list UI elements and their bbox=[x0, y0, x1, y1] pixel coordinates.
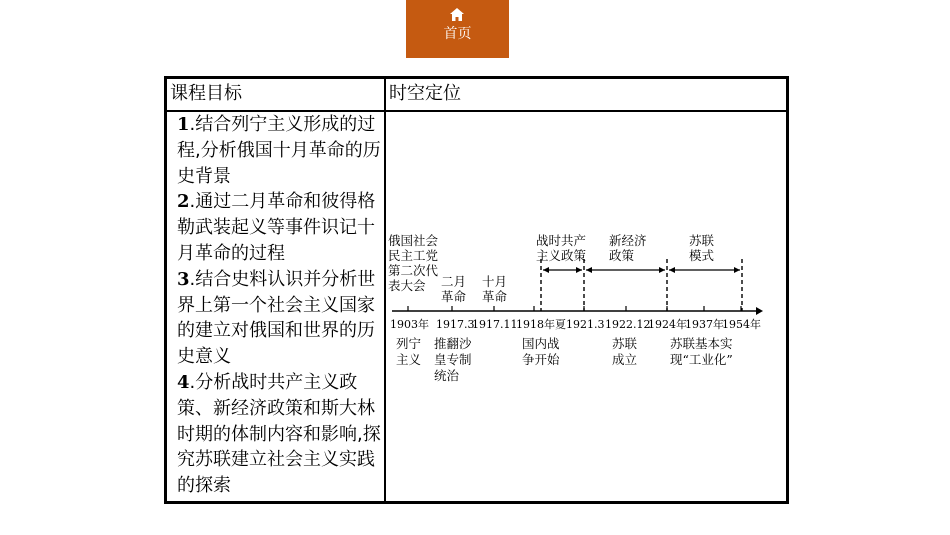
goal-number: 4 bbox=[177, 371, 190, 393]
goal-text: .分析战时共产主义政策、新经济政策和斯大林时期的体制内容和影响,探究苏联建立社会主义实践的探索 bbox=[177, 371, 381, 497]
tick-label: 1954年 bbox=[722, 318, 761, 331]
table-header-row bbox=[167, 79, 786, 112]
tick-label: 1917.3 bbox=[436, 318, 475, 331]
event-label-bottom: 苏联成立 bbox=[612, 336, 638, 367]
home-label: 首页 bbox=[443, 26, 472, 42]
goal-item bbox=[177, 112, 382, 189]
timeline-diagram bbox=[386, 112, 786, 502]
event-label-top: 十月革命 bbox=[482, 274, 508, 304]
goal-item bbox=[177, 370, 382, 499]
event-label-top: 二月革命 bbox=[441, 274, 467, 304]
arrow-left-icon bbox=[543, 267, 549, 273]
arrow-left-icon bbox=[669, 267, 675, 273]
goal-text: .通过二月革命和彼得格勒武装起义等事件识记十月革命的过程 bbox=[177, 191, 376, 264]
event-label-bottom: 列宁主义 bbox=[396, 336, 422, 367]
tick-label: 1917.11 bbox=[472, 318, 518, 331]
tick-label: 1922.12 bbox=[605, 318, 651, 331]
goals-list bbox=[177, 112, 382, 499]
arrow-left-icon bbox=[586, 267, 592, 273]
goal-number: 2 bbox=[177, 191, 190, 213]
tick-label: 1903年 bbox=[390, 318, 429, 331]
header-time-space: 时空定位 bbox=[389, 83, 461, 104]
event-label-top: 新经济政策 bbox=[609, 233, 647, 263]
tick-label: 1924年 bbox=[648, 318, 687, 331]
axis-arrow-icon bbox=[756, 307, 763, 315]
arrow-right-icon bbox=[734, 267, 740, 273]
goal-text: .结合列宁主义形成的过程,分析俄国十月革命的历史背景 bbox=[177, 114, 381, 187]
goal-number: 3 bbox=[177, 268, 190, 290]
home-button[interactable] bbox=[406, 0, 509, 58]
event-label-bottom: 苏联基本实现“工业化” bbox=[670, 336, 733, 367]
goal-number: 1 bbox=[177, 114, 190, 135]
event-label-top: 苏联模式 bbox=[689, 233, 715, 263]
event-label-top: 俄国社会民主工党第二次代表大会 bbox=[388, 233, 439, 293]
arrow-right-icon bbox=[659, 267, 665, 273]
event-label-bottom: 推翻沙皇专制统治 bbox=[434, 336, 472, 383]
event-label-bottom: 国内战争开始 bbox=[522, 336, 560, 367]
tick-label: 1937年 bbox=[685, 318, 724, 331]
goal-item bbox=[177, 267, 382, 370]
tick-label: 1918年夏 bbox=[516, 318, 566, 331]
home-icon bbox=[450, 8, 464, 21]
arrow-right-icon bbox=[576, 267, 582, 273]
goal-item bbox=[177, 189, 382, 266]
tick-label: 1921.3 bbox=[566, 318, 605, 331]
goal-text: .结合史料认识并分析世界上第一个社会主义国家的建立对俄国和世界的历史意义 bbox=[177, 268, 376, 368]
course-table bbox=[164, 76, 789, 504]
event-label-top: 战时共产主义政策 bbox=[536, 233, 587, 263]
header-course-goals: 课程目标 bbox=[170, 83, 242, 104]
